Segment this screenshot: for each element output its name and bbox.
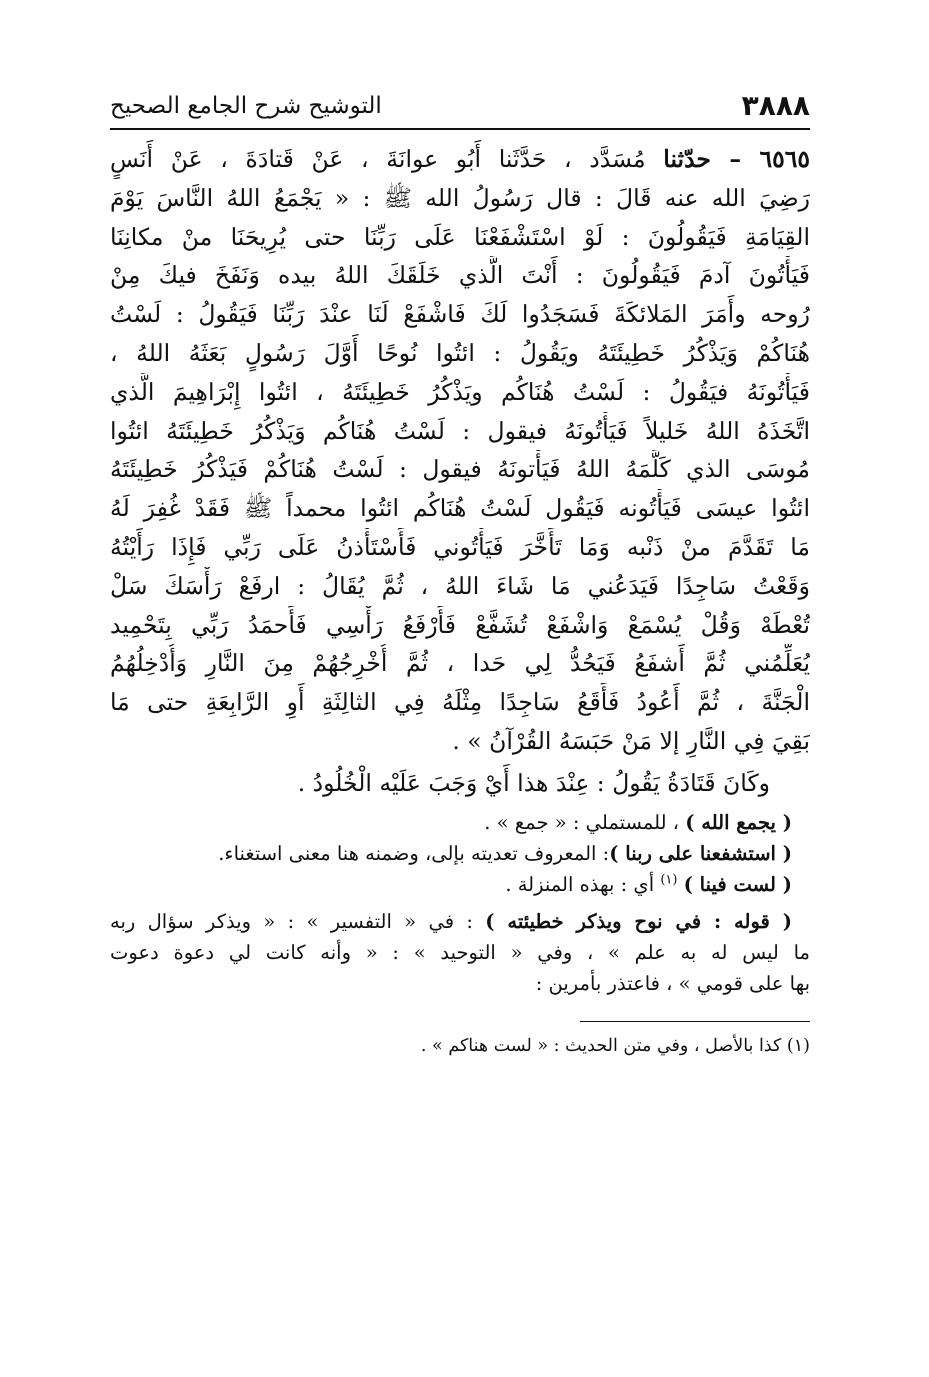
hadith-text	[110, 140, 810, 761]
commentary-term: ( يجمع الله )	[685, 810, 792, 834]
page-number: ٣٨٨٨	[741, 89, 810, 122]
hadith-line: رَضِيَ الله عنه قَالَ : قال رَسُولُ الله ﷺ : « يَجْمَعُ اللهُ النَّاسَ يَوْمَ	[110, 183, 810, 212]
hadith-line: مُوسَى الذي كَلَّمَهُ اللهُ فَيَأْتونَهُ فيقول : لَسْتُ هُنَاكُمْ فَيَذْكُرُ خَطِيئَتَهُ	[110, 455, 810, 484]
hadith-line: اتَّخَذَهُ اللهُ خَليلاً فَيَأْتُونَهُ فيقول : لَسْتُ هُنَاكُم وَيَذْكُرُ خَطِيئَتَهُ ائتُوا	[110, 416, 810, 445]
hadith-line: تُعْطَهْ وَقُلْ يُسْمَعْ وَاشْفَعْ تُشَفَّعْ فَأَرْفَعُ رَأْسِي فَأَحمَدُ رَبِّي بِتَحْمِيد	[110, 610, 810, 639]
commentary	[110, 807, 810, 999]
commentary-item	[110, 869, 810, 900]
paragraph-line: ما ليس له به علم » ، وفي « التوحيد » : « وأنه كانت لي دعوة دعوت	[110, 940, 810, 964]
hadith-line: ائتُوا عيسَى فَيَأْتُونه فَيَقُول لَسْتُ هُنَاكُم ائتُوا محمداً ﷺ فَقَدْ غُفِرَ لَهُ	[110, 494, 810, 523]
paragraph-line	[110, 906, 810, 937]
footnote-divider	[580, 1021, 810, 1022]
commentary-term: ( استشفعنا على ربنا )	[609, 841, 792, 865]
commentary-term: ( لست فينا )	[683, 872, 792, 896]
hadith-line: وَقَعْتُ سَاجِدًا فَيَدَعُني مَا شَاءَ اللهُ ، ثُمَّ يُقَالُ : ارفَعْ رَأْسَكَ سَلْ	[110, 571, 810, 600]
hadith-line: رُوحه وأَمَرَ المَلائكَةَ فَسَجَدُوا لَكَ فَاشْفَعْ لَنَا عنْدَ رَبِّنَا فَيَقُولُ : لَسْتُ	[110, 300, 810, 329]
hadith-line: فَيَأْتُونَ آدمَ فَيَقُولُونَ : أَنْتَ الَّذي خَلَقَكَ اللهُ بيده وَنَفَخَ فيكَ مِنْ	[110, 261, 810, 290]
commentary-paragraph	[110, 906, 810, 999]
hadith-number: ٦٥٦٥ – حدّثنا	[663, 145, 810, 173]
hadith-line: الْجَنَّةَ ، ثُمَّ أَعُودُ فَأَقَعُ سَاجِدًا مِثْلَهُ فِي الثالِثَةِ أَوِ الرَّابِعَةِ حتى مَا	[110, 688, 810, 717]
page-header	[110, 88, 810, 130]
footnote: (١) كذا بالأصل ، وفي متن الحديث : « لست هناكم » .	[420, 1035, 810, 1056]
running-title: التوشيح شرح الجامع الصحيح	[110, 93, 382, 119]
paragraph-line: بها على قومي » ، فاعتذر بأمرين :	[535, 971, 810, 995]
commentary-item	[110, 838, 810, 869]
hadith-line: فَيَأْتُونَهُ فيَقُولُ : لَسْتُ هُنَاكُم ويَذْكُرُ خَطِيئَتَهُ ، ائتُوا إِبْرَاهِيمَ الَّذي	[110, 377, 810, 406]
commentary-term: ( قوله : في نوح ويذكر خطيئته )	[485, 909, 792, 933]
hadith-line: يُعَلِّمُني ثُمَّ أَشفَعُ فَيَحُدُّ لِي حَدا ، ثُمَّ أُخْرِجُهُمْ مِنَ النَّارِ وَأُدْخِلُهُمُ	[110, 649, 810, 678]
commentary-item	[110, 807, 810, 838]
commentary-text: : في « التفسير » : « ويذكر سؤال ربه	[110, 909, 486, 933]
page	[110, 88, 810, 1060]
qatada-note: وكَانَ قَتَادَةُ يَقُولُ : عِنْدَ هذا أَيْ وَجَبَ عَلَيْه الْخُلُودُ .	[297, 768, 770, 797]
hadith-line: القِيَامَةِ فَيَقُولُونَ : لَوْ اسْتَشْفَعْنَا عَلَى رَبِّنَا حتى يُرِيحَنَا منْ مكانِنَا	[110, 222, 810, 251]
commentary-text: : المعروف تعديته بإلى، وضمنه هنا معنى استغناء.	[218, 841, 610, 865]
hadith-line	[110, 140, 810, 179]
hadith-line: هُنَاكُمْ وَيَذْكُرُ خَطِيئَتَهُ ويَقُولُ : ائتُوا نُوحًا أَوَّلَ رَسُولٍ بَعَثَهُ اللهُ ،	[110, 338, 810, 367]
footnote-ref[interactable]: (١)	[660, 872, 678, 888]
hadith-line: بَقِيَ فِي النَّارِ إلا مَنْ حَبَسَهُ القُرْآنُ » .	[452, 726, 810, 755]
commentary-text: ، للمستملي : « جمع » .	[484, 810, 686, 834]
commentary-text: أي : بهذه المنزلة .	[505, 872, 661, 896]
hadith-line-text: مُسَدَّد ، حَدَّثَنا أَبُو عوانَةَ ، عَنْ قَتادَةَ ، عَنْ أَنَسٍ	[110, 145, 646, 173]
hadith-line: مَا تَقَدَّمَ منْ ذَنْبه وَمَا تَأَخَّرَ فَيَأْتُوني فَأَسْتَأْذنُ عَلَى رَبِّي فَإِذَا رَأَيْتُهُ	[110, 532, 810, 561]
